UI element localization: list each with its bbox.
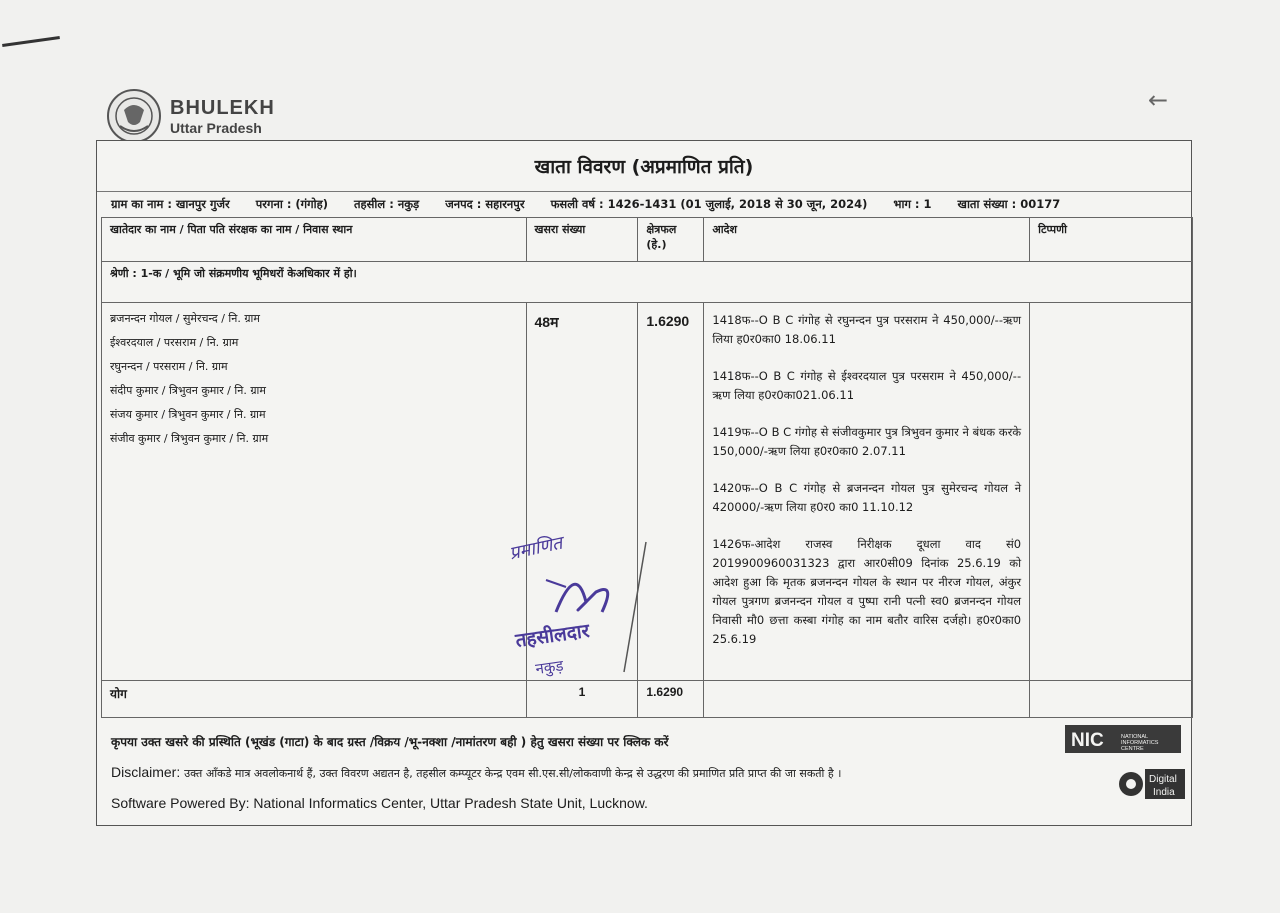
svg-text:NATIONAL: NATIONAL (1121, 734, 1149, 740)
brand-title: BHULEKH (170, 96, 275, 119)
powered-by (111, 795, 841, 811)
col-khasra: खसरा संख्या (526, 218, 638, 262)
document-title: खाता विवरण (अप्रमाणित प्रति) (534, 156, 754, 178)
fasli-year: फसली वर्ष : 1426-1431 (01 जुलाई, 2018 से 30 जून, 2024) (550, 197, 868, 211)
category-row (102, 262, 1193, 303)
khata-number: खाता संख्या : 00177 (957, 197, 1061, 211)
brand-subtitle: Uttar Pradesh (170, 119, 262, 136)
nic-logo-text: NIC (1071, 730, 1104, 751)
owner-list (102, 303, 527, 681)
tehsil: तहसील : नकुड़ (354, 197, 420, 211)
col-owner: खातेदार का नाम / पिता पति संरक्षक का नाम / निवास स्थान (102, 218, 527, 262)
stamp-line3: नकुड़ (534, 656, 565, 679)
list-item: रघुनन्दन / परसराम / नि. ग्राम (110, 360, 228, 373)
total-order (704, 681, 1030, 718)
total-remark (1030, 681, 1193, 718)
bhulekh-logo[interactable] (106, 88, 275, 144)
footer (111, 733, 841, 811)
svg-text:Digital: Digital (1149, 774, 1177, 785)
scan-mark (2, 36, 60, 47)
meta-row (111, 197, 1082, 212)
pargana: परगना : (गंगोह) (255, 197, 328, 211)
order-entry: 1418फ--O B C गंगोह से रघुनन्दन पुत्र परसराम ने 450,000/--ऋण लिया ह0र0का0 18.06.11 (712, 313, 1022, 346)
total-area: 1.6290 (638, 681, 704, 718)
powered-label: Software Powered By: (111, 795, 250, 811)
svg-text:CENTRE: CENTRE (1121, 746, 1144, 752)
col-remark: टिप्पणी (1030, 218, 1193, 262)
order-entry: 1418फ--O B C गंगोह से ईश्वरदयाल पुत्र परसराम ने 450,000/--ऋण लिया ह0र0का021.06.11 (712, 369, 1022, 402)
disclaimer-label: Disclaimer: (111, 764, 181, 780)
tehsildar-stamp-signature (506, 492, 656, 682)
area-value: 1.6290 (646, 313, 690, 329)
janpad: जनपद : सहारनपुर (445, 197, 525, 211)
list-item: संजीव कुमार / त्रिभुवन कुमार / नि. ग्राम (110, 432, 269, 445)
list-item: संजय कुमार / त्रिभुवन कुमार / नि. ग्राम (110, 408, 266, 421)
instruction-text: कृपया उक्त खसरे की प्रस्थिति (भूखंड (गाटा) के बाद ग्रस्त /विक्रय /भू-नक्शा /नामांतरण बही ) हेतु खसरा संख्या पर क्लिक करें (111, 735, 669, 749)
arrow-left-icon[interactable]: ← (1148, 86, 1169, 114)
powered-text: National Informatics Center, Uttar Pradesh State Unit, Lucknow. (253, 795, 648, 811)
gram-name: ग्राम का नाम : खानपुर गुर्जर (111, 197, 230, 211)
order-cell (704, 303, 1030, 681)
order-entry: 1419फ--O B C गंगोह से संजीवकुमार पुत्र त्रिभुवन कुमार ने बंधक करके 150,000/-ऋण लिया ह0र0का0 2.07.11 (712, 425, 1022, 458)
col-order: आदेश (704, 218, 1030, 262)
category-text: श्रेणी : 1-क / भूमि जो संक्रमणीय भूमिधरों केअधिकार में हो। (102, 262, 1193, 303)
total-label: योग (102, 681, 527, 718)
khasra-number-link[interactable]: 48म (534, 314, 559, 330)
total-count: 1 (526, 681, 638, 718)
digital-india-logo (1117, 767, 1187, 801)
up-emblem-icon (106, 88, 162, 144)
svg-text:India: India (1153, 787, 1175, 798)
stamp-line1: प्रमाणित (507, 532, 565, 565)
divider (97, 191, 1191, 192)
nic-logo (1065, 725, 1181, 753)
list-item: संदीप कुमार / त्रिभुवन कुमार / नि. ग्राम (110, 384, 266, 397)
stamp-line2: तहसीलदार (514, 619, 591, 652)
remark-cell (1030, 303, 1193, 681)
khata-sheet (96, 140, 1192, 826)
order-entry: 1420फ--O B C गंगोह से ब्रजनन्दन गोयल पुत्र सुमेरचन्द गोयल ने 420000/-ऋण लिया ह0र0 का0 11.10.12 (712, 481, 1022, 514)
list-item: ईश्वरदयाल / परसराम / नि. ग्राम (110, 336, 239, 349)
disclaimer-text: उक्त आँकडे मात्र अवलोकनार्थ हैं, उक्त विवरण अद्यतन है, तहसील कम्प्यूटर केन्द्र एवम सी.एस.सी/लोकवाणी केन्द्र से उद्धरण की प्रमाणित प्रति प्राप्त की जा सकती है । (184, 767, 842, 780)
svg-text:INFORMATICS: INFORMATICS (1121, 740, 1159, 746)
list-item: ब्रजनन्दन गोयल / सुमेरचन्द / नि. ग्राम (110, 312, 260, 325)
order-entry: 1426फ-आदेश राजस्व निरीक्षक दूधला वाद सं0 2019900960031323 द्वारा आर0सी09 दिनांक 25.6.19 को आदेश हुआ कि मृतक ब्रजनन्दन गोयल के स्थान पर नीरज गोयल, अंकुर गोयल पुत्रगण ब्रजनन्दन गोयल व पुष्पा रानी पत्नी स्व0 ब्रजनन्दन गोयल निवासी मौ0 छत्ता कस्बा गंगोह का नाम बतौर वारिस दर्जहो। ह0र0का0 25.6.19 (712, 537, 1022, 646)
table-header-row (102, 218, 1193, 262)
bhag: भाग : 1 (893, 197, 932, 211)
total-row (102, 681, 1193, 718)
col-area: क्षेत्रफल (हे.) (638, 218, 704, 262)
disclaimer (111, 764, 841, 781)
